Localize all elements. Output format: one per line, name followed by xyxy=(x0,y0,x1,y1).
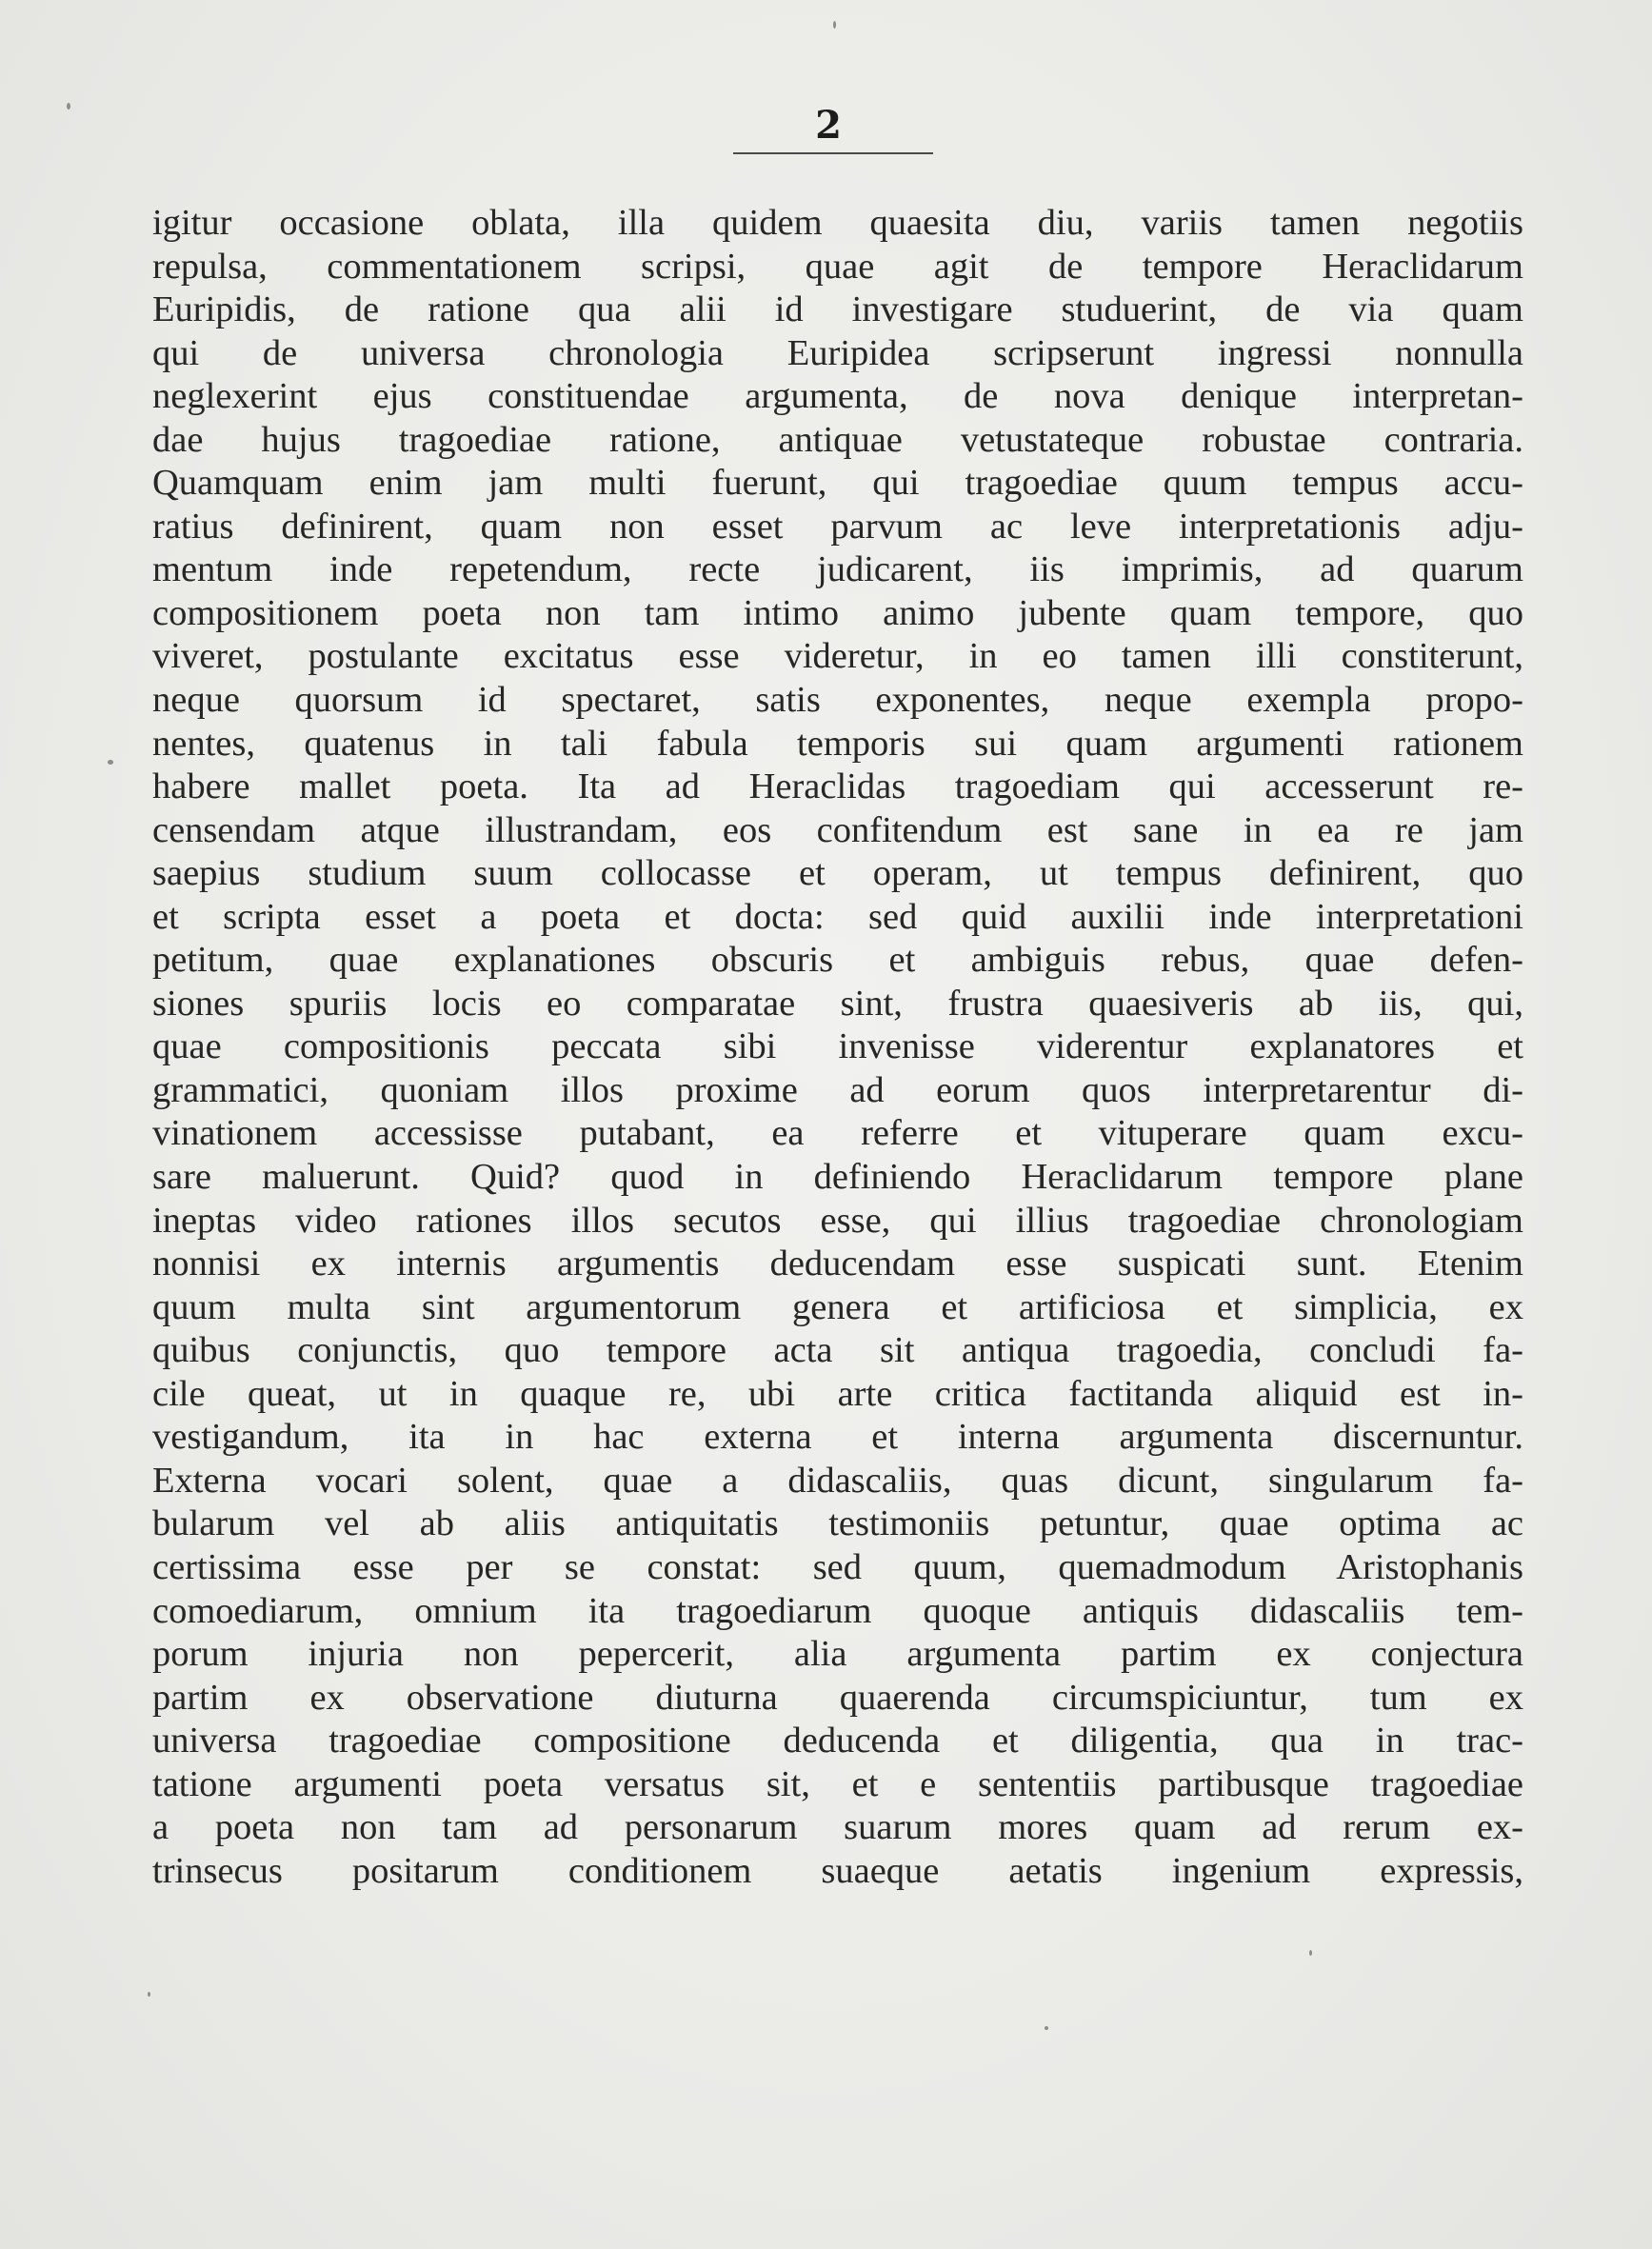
paper-speck xyxy=(108,760,113,765)
paper-speck xyxy=(67,103,70,109)
text-line: partim ex observatione diuturna quaerenda circumspiciuntur, tum ex xyxy=(152,1677,1523,1718)
text-line: igitur occasione oblata, illa quidem quaesita diu, variis tamen negotiis xyxy=(152,203,1523,243)
text-line: bularum vel ab aliis antiquitatis testimoniis petuntur, quae optima ac xyxy=(152,1503,1523,1544)
text-line: quibus conjunctis, quo tempore acta sit antiqua tragoedia, concludi fa- xyxy=(152,1330,1523,1371)
page-number: 2 xyxy=(815,103,842,148)
text-line: vinationem accessisse putabant, ea referre et vituperare quam excu- xyxy=(152,1113,1523,1154)
text-line: censendam atque illustrandam, eos confitendum est sane in ea re jam xyxy=(152,809,1523,850)
text-line: cile queat, ut in quaque re, ubi arte critica factitanda aliquid est in- xyxy=(152,1373,1523,1414)
text-line: siones spuriis locis eo comparatae sint, frustra quaesiveris ab iis, qui, xyxy=(152,983,1523,1024)
text-line: Externa vocari solent, quae a didascaliis, quas dicunt, singularum fa- xyxy=(152,1460,1523,1501)
text-line: neglexerint ejus constituendae argumenta, de nova denique interpretan- xyxy=(152,376,1523,417)
text-line: habere mallet poeta. Ita ad Heraclidas tragoediam qui accesserunt re- xyxy=(152,766,1523,807)
text-line: ineptas video rationes illos secutos esse, qui illius tragoediae chronologiam xyxy=(152,1200,1523,1241)
text-line: grammatici, quoniam illos proxime ad eorum quos interpretarentur di- xyxy=(152,1069,1523,1110)
text-line: mentum inde repetendum, recte judicarent, iis imprimis, ad quarum xyxy=(152,549,1523,590)
paper-speck xyxy=(148,1992,150,1997)
text-line: petitum, quae explanationes obscuris et ambiguis rebus, quae defen- xyxy=(152,940,1523,981)
text-line: a poeta non tam ad personarum suarum mores quam ad rerum ex- xyxy=(152,1807,1523,1848)
text-line: universa tragoediae compositione deducenda et diligentia, qua in trac- xyxy=(152,1721,1523,1761)
text-line: ratius definirent, quam non esset parvum ac leve interpretationis adju- xyxy=(152,506,1523,547)
text-line: trinsecus positarum conditionem suaeque aetatis ingenium expressis, xyxy=(152,1850,1523,1891)
paper-speck xyxy=(1045,2026,1048,2030)
body-text xyxy=(152,202,1523,1893)
text-line: dae hujus tragoediae ratione, antiquae vetustateque robustae contraria. xyxy=(152,419,1523,460)
text-line: nonnisi ex internis argumentis deducendam esse suspicati sunt. Etenim xyxy=(152,1244,1523,1284)
text-line: tatione argumenti poeta versatus sit, et e sententiis partibusque tragoediae xyxy=(152,1763,1523,1804)
text-line: vestigandum, ita in hac externa et interna argumenta discernuntur. xyxy=(152,1417,1523,1458)
text-line: porum injuria non pepercerit, alia argumenta partim ex conjectura xyxy=(152,1634,1523,1675)
text-line: repulsa, commentationem scripsi, quae agit de tempore Heraclidarum xyxy=(152,246,1523,287)
text-line: certissima esse per se constat: sed quum, quemadmodum Aristophanis xyxy=(152,1546,1523,1587)
text-line: neque quorsum id spectaret, satis exponentes, neque exempla propo- xyxy=(152,680,1523,721)
text-line: nentes, quatenus in tali fabula temporis sui quam argumenti rationem xyxy=(152,723,1523,764)
text-line: sare maluerunt. Quid? quod in definiendo Heraclidarum tempore plane xyxy=(152,1157,1523,1198)
text-line: saepius studium suum collocasse et operam, ut tempus definirent, quo xyxy=(152,853,1523,894)
text-line: Euripidis, de ratione qua alii id investigare studuerint, de via quam xyxy=(152,289,1523,330)
header-rule xyxy=(733,152,933,154)
text-line: qui de universa chronologia Euripidea scripserunt ingressi nonnulla xyxy=(152,332,1523,373)
text-line: quum multa sint argumentorum genera et artificiosa et simplicia, ex xyxy=(152,1286,1523,1327)
text-line: compositionem poeta non tam intimo animo jubente quam tempore, quo xyxy=(152,592,1523,633)
text-line: comoediarum, omnium ita tragoediarum quoque antiquis didascaliis tem- xyxy=(152,1590,1523,1631)
paper-speck xyxy=(1309,1950,1312,1956)
text-line: quae compositionis peccata sibi invenisse viderentur explanatores et xyxy=(152,1026,1523,1067)
paper-speck xyxy=(833,21,836,29)
text-line: Quamquam enim jam multi fuerunt, qui tragoediae quum tempus accu- xyxy=(152,463,1523,504)
text-line: et scripta esset a poeta et docta: sed quid auxilii inde interpretationi xyxy=(152,896,1523,937)
text-line: viveret, postulante excitatus esse videretur, in eo tamen illi constiterunt, xyxy=(152,636,1523,677)
